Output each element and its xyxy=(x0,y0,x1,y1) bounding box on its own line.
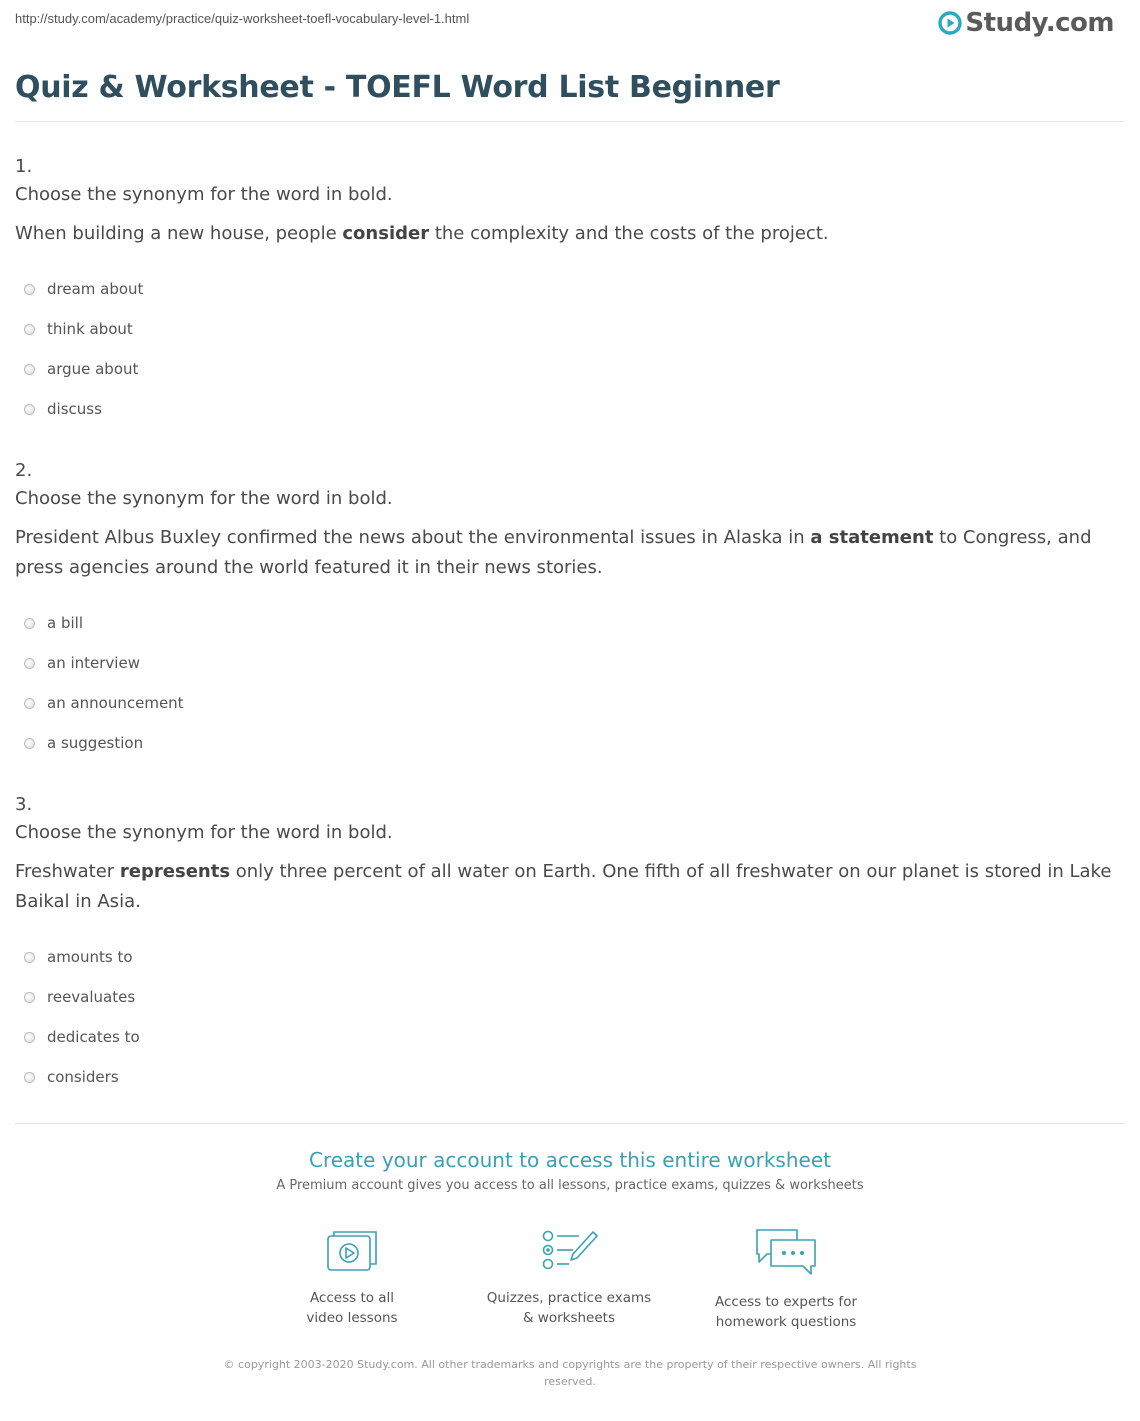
answer-options xyxy=(15,603,1125,763)
option-label: a suggestion xyxy=(47,734,144,752)
question-text-after: only three percent of all water on Earth. One fifth of all freshwater on our planet is stored in Lake Baikal in Asia. xyxy=(15,861,1112,912)
answer-option[interactable] xyxy=(15,389,1125,429)
option-label: considers xyxy=(47,1068,119,1086)
answer-option[interactable] xyxy=(15,1017,1125,1057)
page-title: Quiz & Worksheet - TOEFL Word List Beginner xyxy=(15,70,780,105)
answer-option[interactable] xyxy=(15,1057,1125,1097)
video-lessons-icon xyxy=(324,1228,380,1274)
option-label: think about xyxy=(47,320,133,338)
feature-label xyxy=(469,1288,669,1328)
copyright-notice xyxy=(210,1356,930,1390)
question-number: 1. xyxy=(15,156,33,177)
question-2 xyxy=(15,458,1125,763)
feature-label-line: Quizzes, practice exams xyxy=(486,1290,652,1306)
question-text-before: When building a new house, people xyxy=(15,223,343,244)
logo-text: Study.com xyxy=(965,8,1114,38)
answer-options xyxy=(15,269,1125,429)
copyright-line: © copyright 2003-2020 Study.com. All other trademarks and copyrights are the property of their respective owners. All rights xyxy=(223,1358,917,1371)
question-text xyxy=(15,857,1125,917)
option-label: reevaluates xyxy=(47,988,136,1006)
question-1 xyxy=(15,154,1125,429)
feature-label-line: homework questions xyxy=(715,1314,857,1330)
question-instruction: Choose the synonym for the word in bold. xyxy=(15,488,393,509)
cta-title-link[interactable]: Create your account to access this entire worksheet xyxy=(309,1148,831,1172)
radio-button[interactable] xyxy=(24,1072,35,1083)
radio-button[interactable] xyxy=(24,284,35,295)
option-label: amounts to xyxy=(47,948,133,966)
answer-option[interactable] xyxy=(15,309,1125,349)
feature-label-line: Access to experts for xyxy=(714,1294,857,1310)
answer-option[interactable] xyxy=(15,937,1125,977)
question-instruction: Choose the synonym for the word in bold. xyxy=(15,184,393,205)
option-label: an interview xyxy=(47,654,140,672)
section-divider xyxy=(15,1123,1125,1124)
answer-option[interactable] xyxy=(15,349,1125,389)
quiz-checklist-icon xyxy=(539,1228,599,1274)
feature-label xyxy=(686,1292,886,1332)
bold-word: a statement xyxy=(810,527,934,548)
play-circle-icon xyxy=(938,11,962,35)
radio-button[interactable] xyxy=(24,992,35,1003)
option-label: a bill xyxy=(47,614,83,632)
radio-button[interactable] xyxy=(24,1032,35,1043)
bold-word: consider xyxy=(342,223,430,244)
question-text-before: Freshwater xyxy=(15,861,120,882)
page-url: http://study.com/academy/practice/quiz-worksheet-toefl-vocabulary-level-1.html xyxy=(15,11,470,26)
question-instruction: Choose the synonym for the word in bold. xyxy=(15,822,393,843)
question-text-after: to Congress, and press agencies around the world featured it in their news stories. xyxy=(15,527,1092,578)
answer-option[interactable] xyxy=(15,723,1125,763)
cta-subtitle: A Premium account gives you access to all lessons, practice exams, quizzes & worksheets xyxy=(276,1178,864,1193)
feature-label-line: video lessons xyxy=(306,1310,398,1326)
radio-button[interactable] xyxy=(24,364,35,375)
study-logo[interactable] xyxy=(938,8,1114,38)
option-label: discuss xyxy=(47,400,102,418)
feature-label-line: Access to all xyxy=(309,1290,395,1306)
question-text xyxy=(15,219,1125,249)
copyright-line: reserved. xyxy=(544,1375,596,1388)
answer-option[interactable] xyxy=(15,603,1125,643)
answer-options xyxy=(15,937,1125,1097)
feature-label xyxy=(252,1288,452,1328)
radio-button[interactable] xyxy=(24,618,35,629)
option-label: dream about xyxy=(47,280,144,298)
bold-word: represents xyxy=(119,861,231,882)
question-text-before: President Albus Buxley confirmed the news about the environmental issues in Alaska in xyxy=(15,527,811,548)
feature-quizzes xyxy=(469,1228,669,1328)
radio-button[interactable] xyxy=(24,658,35,669)
feature-experts xyxy=(686,1228,886,1332)
option-label: an announcement xyxy=(47,694,184,712)
radio-button[interactable] xyxy=(24,738,35,749)
answer-option[interactable] xyxy=(15,977,1125,1017)
answer-option[interactable] xyxy=(15,643,1125,683)
feature-label-line: & worksheets xyxy=(522,1310,615,1326)
radio-button[interactable] xyxy=(24,404,35,415)
title-divider xyxy=(15,121,1125,122)
chat-bubbles-icon xyxy=(753,1228,819,1278)
question-text xyxy=(15,523,1125,583)
question-3 xyxy=(15,792,1125,1097)
question-number: 3. xyxy=(15,794,33,815)
option-label: dedicates to xyxy=(47,1028,140,1046)
radio-button[interactable] xyxy=(24,952,35,963)
question-text-after: the complexity and the costs of the project. xyxy=(429,223,829,244)
option-label: argue about xyxy=(47,360,139,378)
feature-video-lessons xyxy=(252,1228,452,1328)
radio-button[interactable] xyxy=(24,324,35,335)
answer-option[interactable] xyxy=(15,683,1125,723)
answer-option[interactable] xyxy=(15,269,1125,309)
question-number: 2. xyxy=(15,460,33,481)
radio-button[interactable] xyxy=(24,698,35,709)
